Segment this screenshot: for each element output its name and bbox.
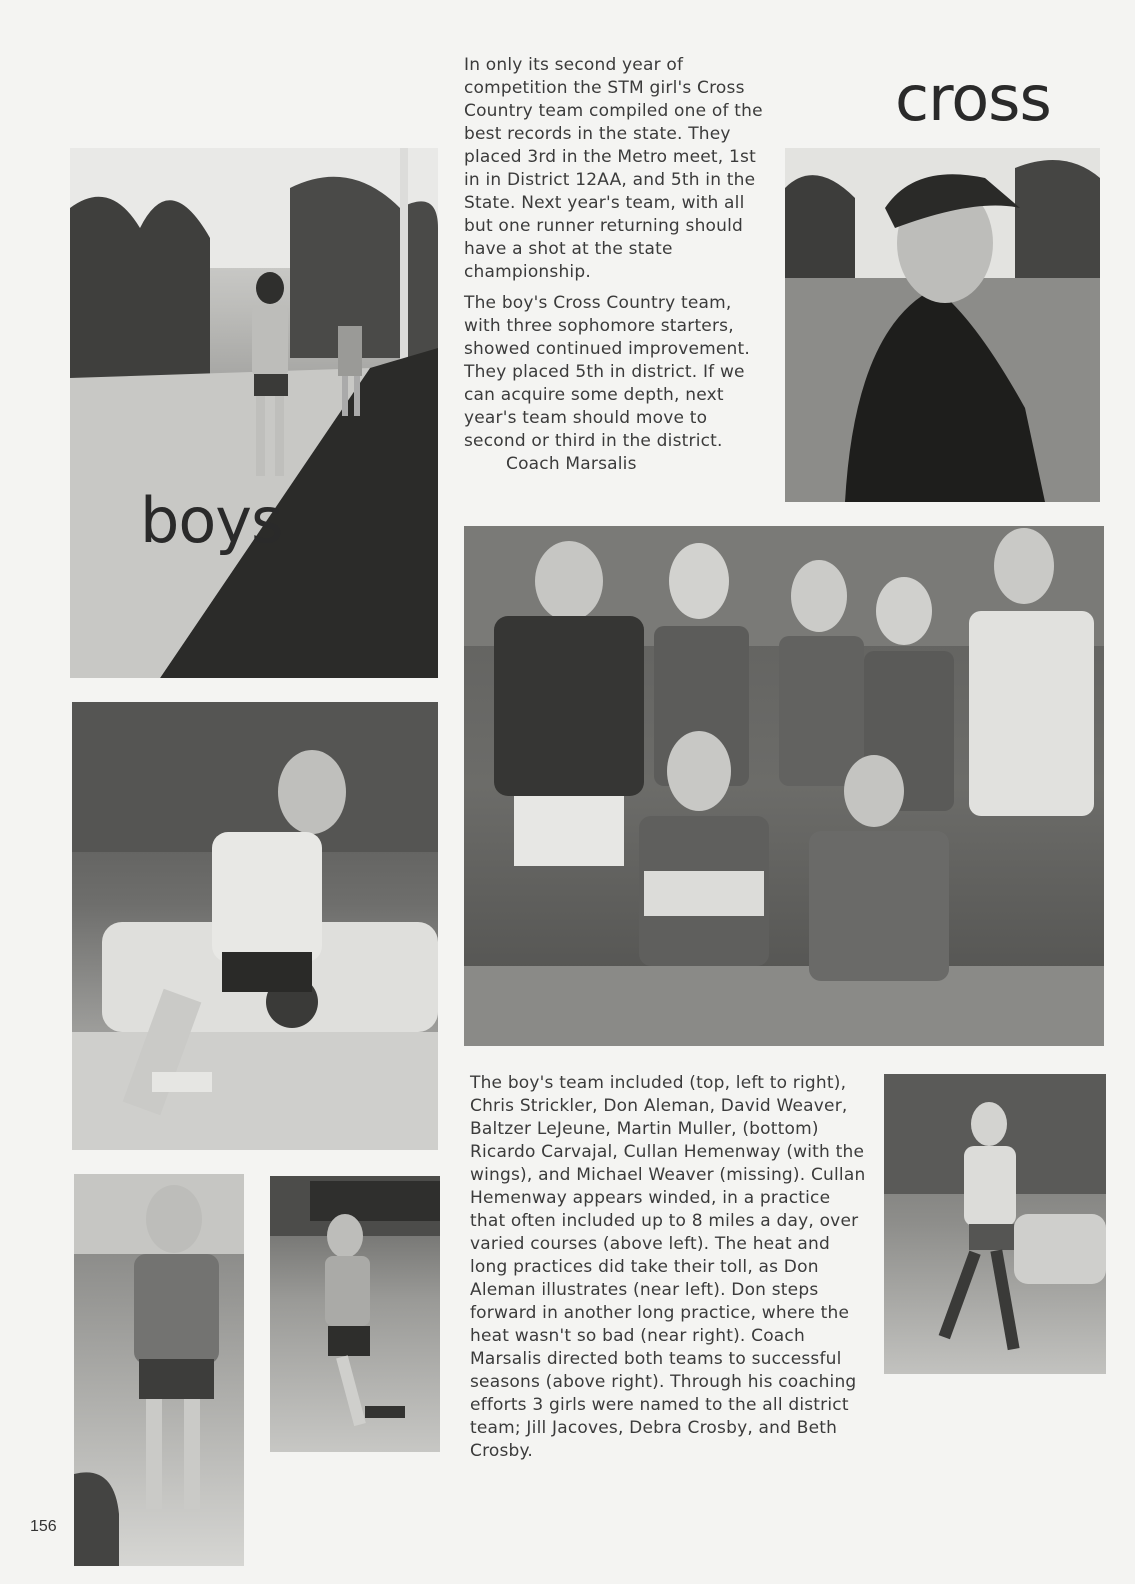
photo-runners-street: [70, 148, 438, 678]
coach-signature: Coach Marsalis: [506, 454, 637, 474]
heading-boys: boys: [140, 484, 283, 557]
page-number: 156: [30, 1518, 57, 1535]
heading-cross: cross: [895, 62, 1051, 135]
photo-team-group: [464, 526, 1104, 1046]
photo-coach-portrait: [785, 148, 1100, 502]
intro-text-block: [464, 54, 764, 476]
photo-runner-near-left: [74, 1174, 244, 1566]
caption-paragraph: The boy's team included (top, left to right), Chris Strickler, Don Aleman, David Weaver, Baltzer LeJeune, Martin Muller, (bottom) Ricardo Carvajal, Cullan Hemenway (with the wings), and Michael Weaver (missing). Cullan Hemenway appears winded, in a practice that often included up to 8 miles a day, over varied courses (above left). The heat and long practices did take their toll, as Don Aleman illustrates (near left). Don steps forward in another long practice, where the heat wasn't so bad (near right). Coach Marsalis directed both teams to successful seasons (above right). Through his coaching efforts 3 girls were named to the all district team; Jill Jacoves, Debra Crosby, and Beth Crosby.: [470, 1073, 866, 1461]
intro-paragraph-girls: In only its second year of competition the STM girl's Cross Country team compiled one of the best records in the state. They placed 3rd in the Metro meet, 1st in in District 12AA, and 5th in the State. Next year's team, with all but one runner returning should have a shot at the state championship.: [464, 55, 763, 282]
photo-runner-car: [72, 702, 438, 1150]
photo-runner-near-right: [270, 1176, 440, 1452]
photo-runner-bottom-right: [884, 1074, 1106, 1374]
caption-text-block: [470, 1072, 870, 1471]
intro-paragraph-boys: The boy's Cross Country team, with three sophomore starters, showed continued improvement. They placed 5th in district. If we can acquire some depth, next year's team should move to second or third in the district.: [464, 293, 750, 451]
